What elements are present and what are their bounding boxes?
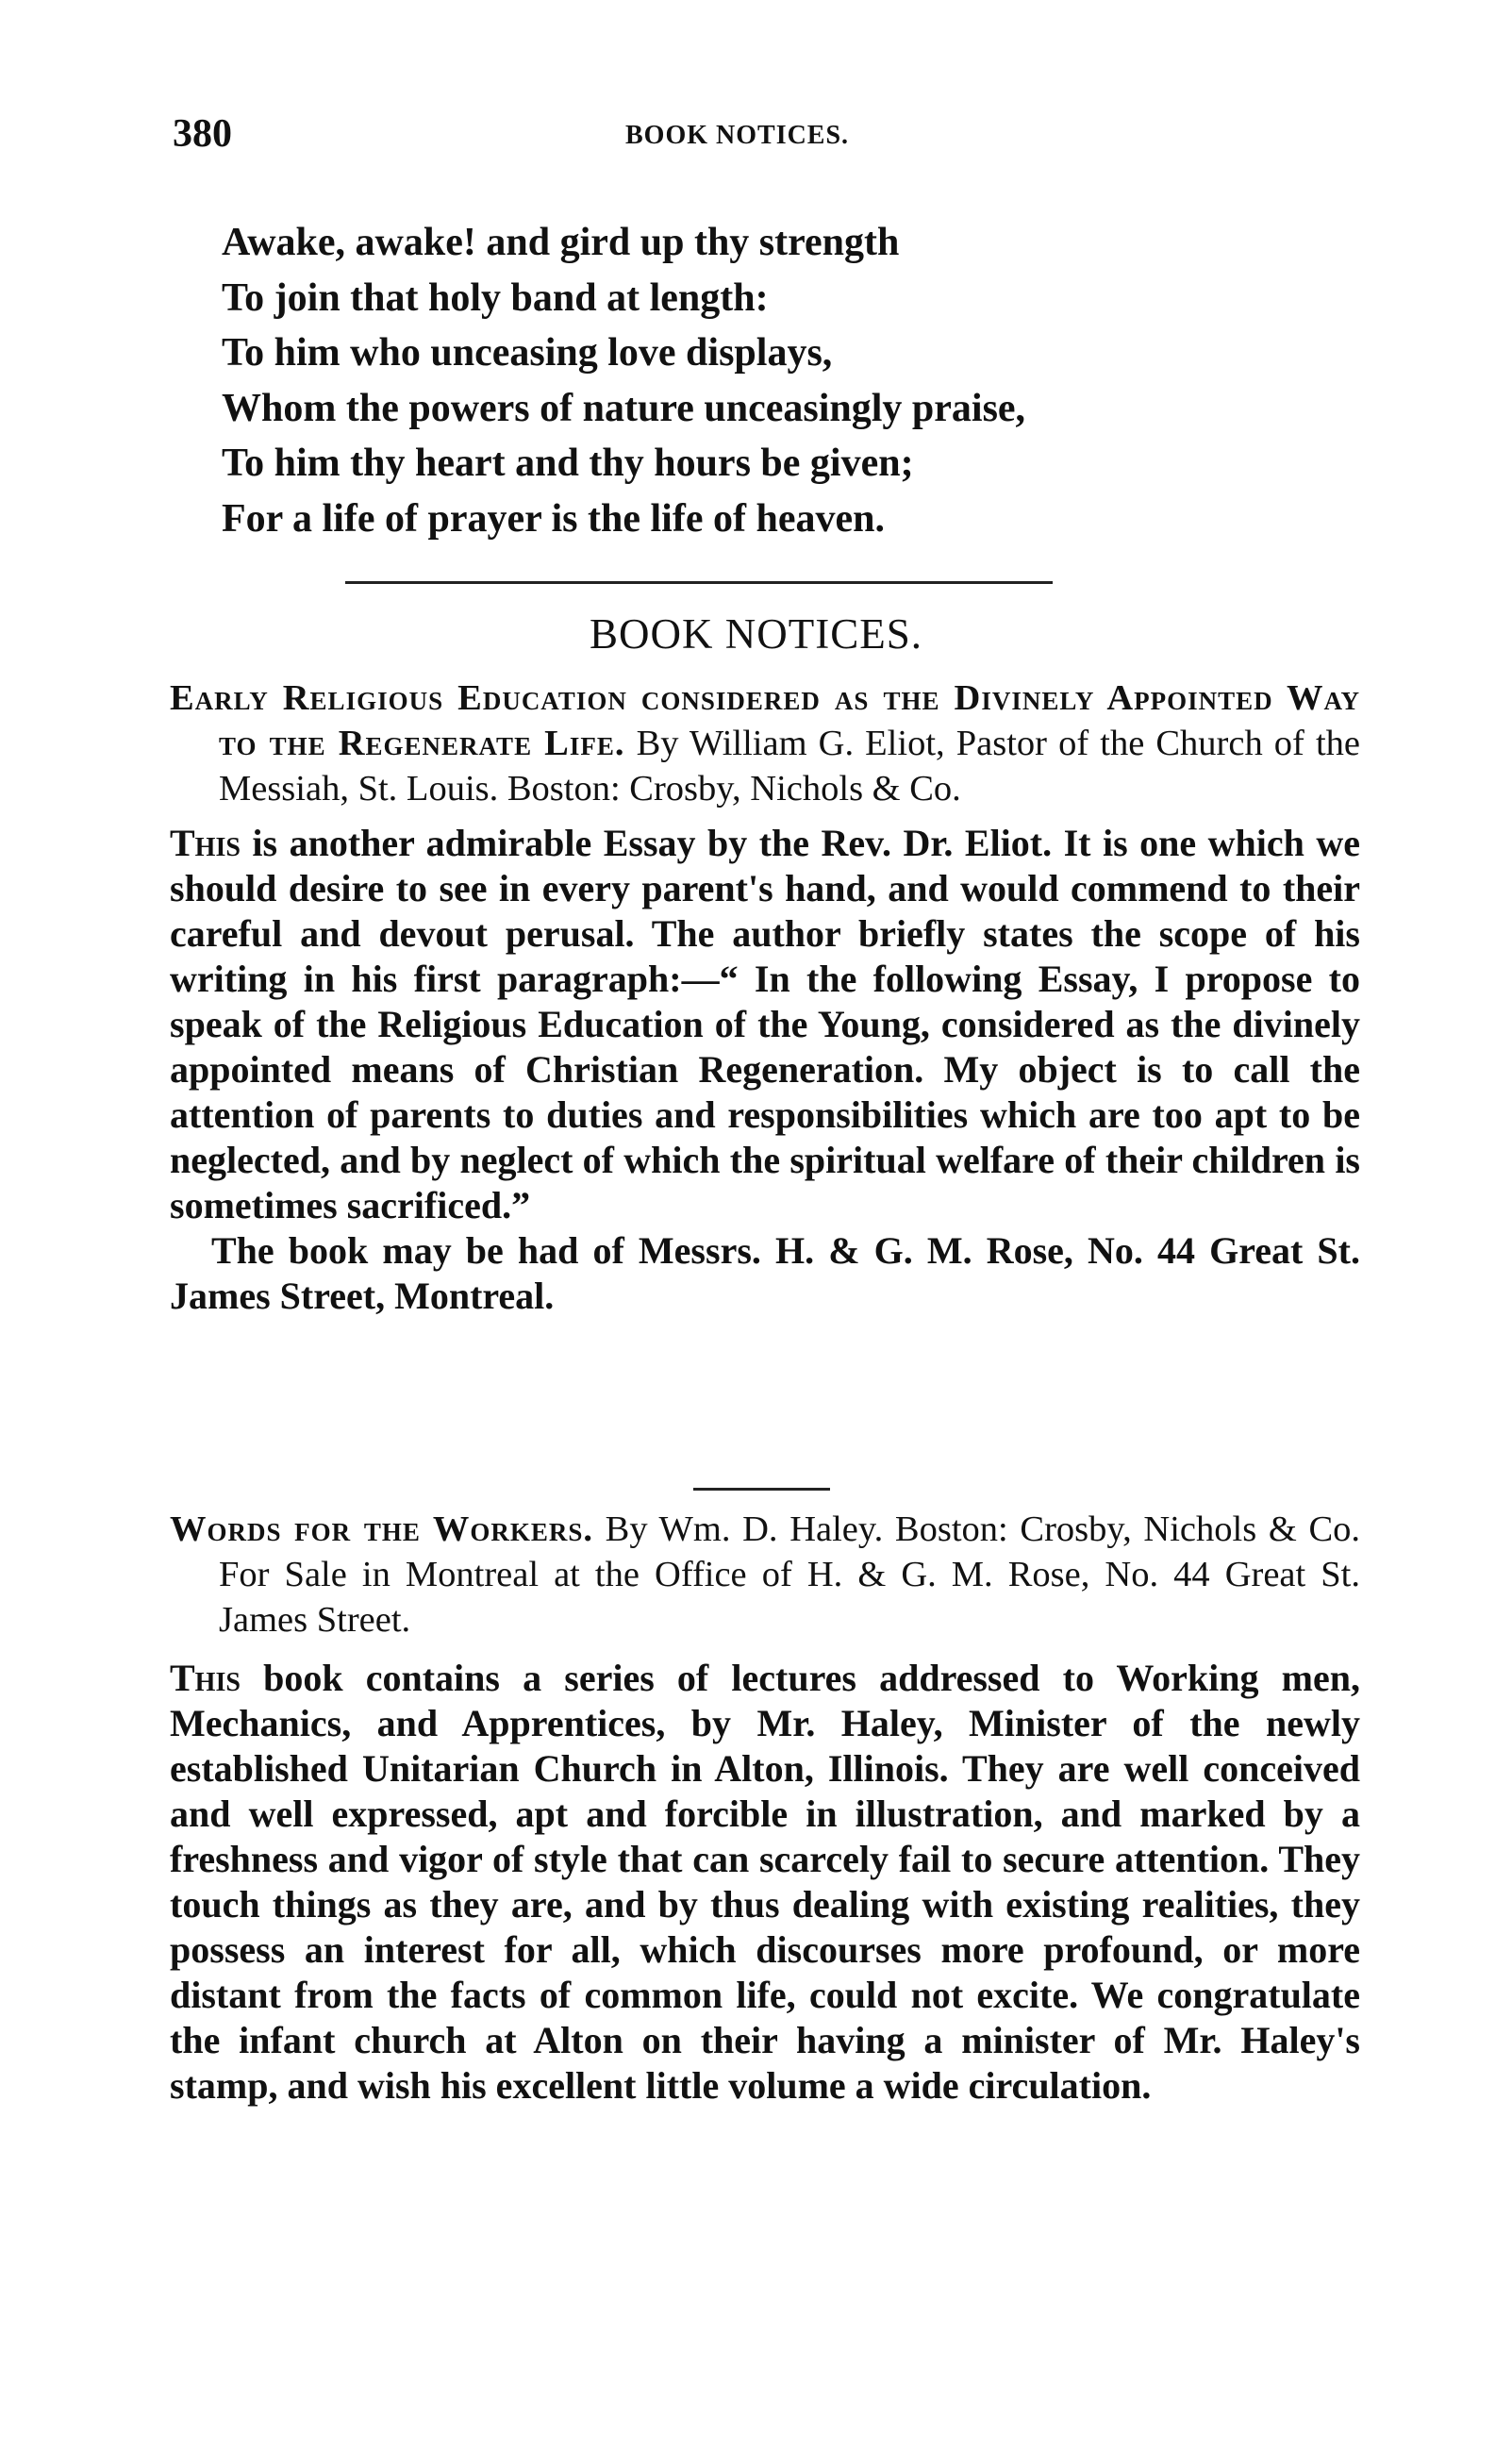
- review-body: book contains a series of lectures addressed to Working men, Mechanics, and Apprentices, by Mr. Haley, Minister of the newly established Unitarian Church in Alton, Illinois. They are well conceived and well expressed, apt and forcible in illustration, and marked by a freshness and vigor of style that can scarcely fail to secure attention. They touch things as they are, and by thus dealing with existing realities, they possess an interest for all, which discourses more profound, or more distant from the facts of common life, could not excite. We congratulate the infant church at Alton on their having a minister of Mr. Haley's stamp, and wish his excellent little volume a wide circulation.: [170, 1657, 1360, 2107]
- book-title: Early Religious Education considered as the Divinely Appointed Way to the Regenerate Life.: [170, 678, 1360, 763]
- notice-divider: [693, 1488, 830, 1491]
- review-lead: This: [170, 822, 241, 864]
- poem-line: To him who unceasing love displays,: [222, 331, 833, 375]
- poem-line: Awake, awake! and gird up thy strength: [222, 221, 900, 264]
- notice-citation: [170, 1507, 1360, 1642]
- poem-stanza: [222, 215, 1354, 546]
- book-details: By William G. Eliot, Pastor of the Church of the Messiah, St. Louis. Boston: Crosby, Nichols & Co.: [219, 724, 1361, 809]
- book-notice: [170, 1507, 1360, 2109]
- poem-line: To him thy heart and thy hours be given;: [222, 442, 914, 485]
- notice-review: [170, 1656, 1360, 2109]
- review-paragraph: [170, 821, 1360, 1228]
- review-paragraph: [170, 1656, 1360, 2109]
- poem-line: To join that holy band at length:: [222, 275, 769, 320]
- poem-line: Whom the powers of nature unceasingly praise,: [222, 386, 1026, 430]
- running-head: BOOK NOTICES.: [625, 121, 850, 150]
- section-divider: [345, 581, 1053, 584]
- review-body: is another admirable Essay by the Rev. Dr. Eliot. It is one which we should desire to see in every parent's hand, and would commend to their careful and devout perusal. The author briefly states the scope of his writing in his first paragraph:—“ In the following Essay, I propose to speak of the Religious Education of the Young, considered as the divinely appointed means of Christian Regeneration. My object is to call the attention of parents to duties and responsibilities which are too apt to be neglected, and by neglect of which the spiritual welfare of their children is sometimes sacrificed.”: [170, 822, 1360, 1226]
- poem-line: For a life of prayer is the life of heaven.: [222, 496, 885, 541]
- book-title: Words for the Workers.: [170, 1509, 593, 1549]
- book-notice: [170, 675, 1360, 1319]
- review-lead: This: [170, 1657, 241, 1699]
- section-heading: BOOK NOTICES.: [589, 610, 922, 658]
- book-details: By Wm. D. Haley. Boston: Crosby, Nichols & Co. For Sale in Montreal at the Office of H. & G. M. Rose, No. 44 Great St. James Street.: [219, 1509, 1361, 1640]
- notice-citation: [170, 675, 1360, 811]
- page-number: 380: [173, 112, 232, 156]
- notice-review: [170, 821, 1360, 1319]
- page-header: [173, 111, 1361, 168]
- review-paragraph: The book may be had of Messrs. H. & G. M. Rose, No. 44 Great St. James Street, Montreal.: [170, 1229, 1360, 1317]
